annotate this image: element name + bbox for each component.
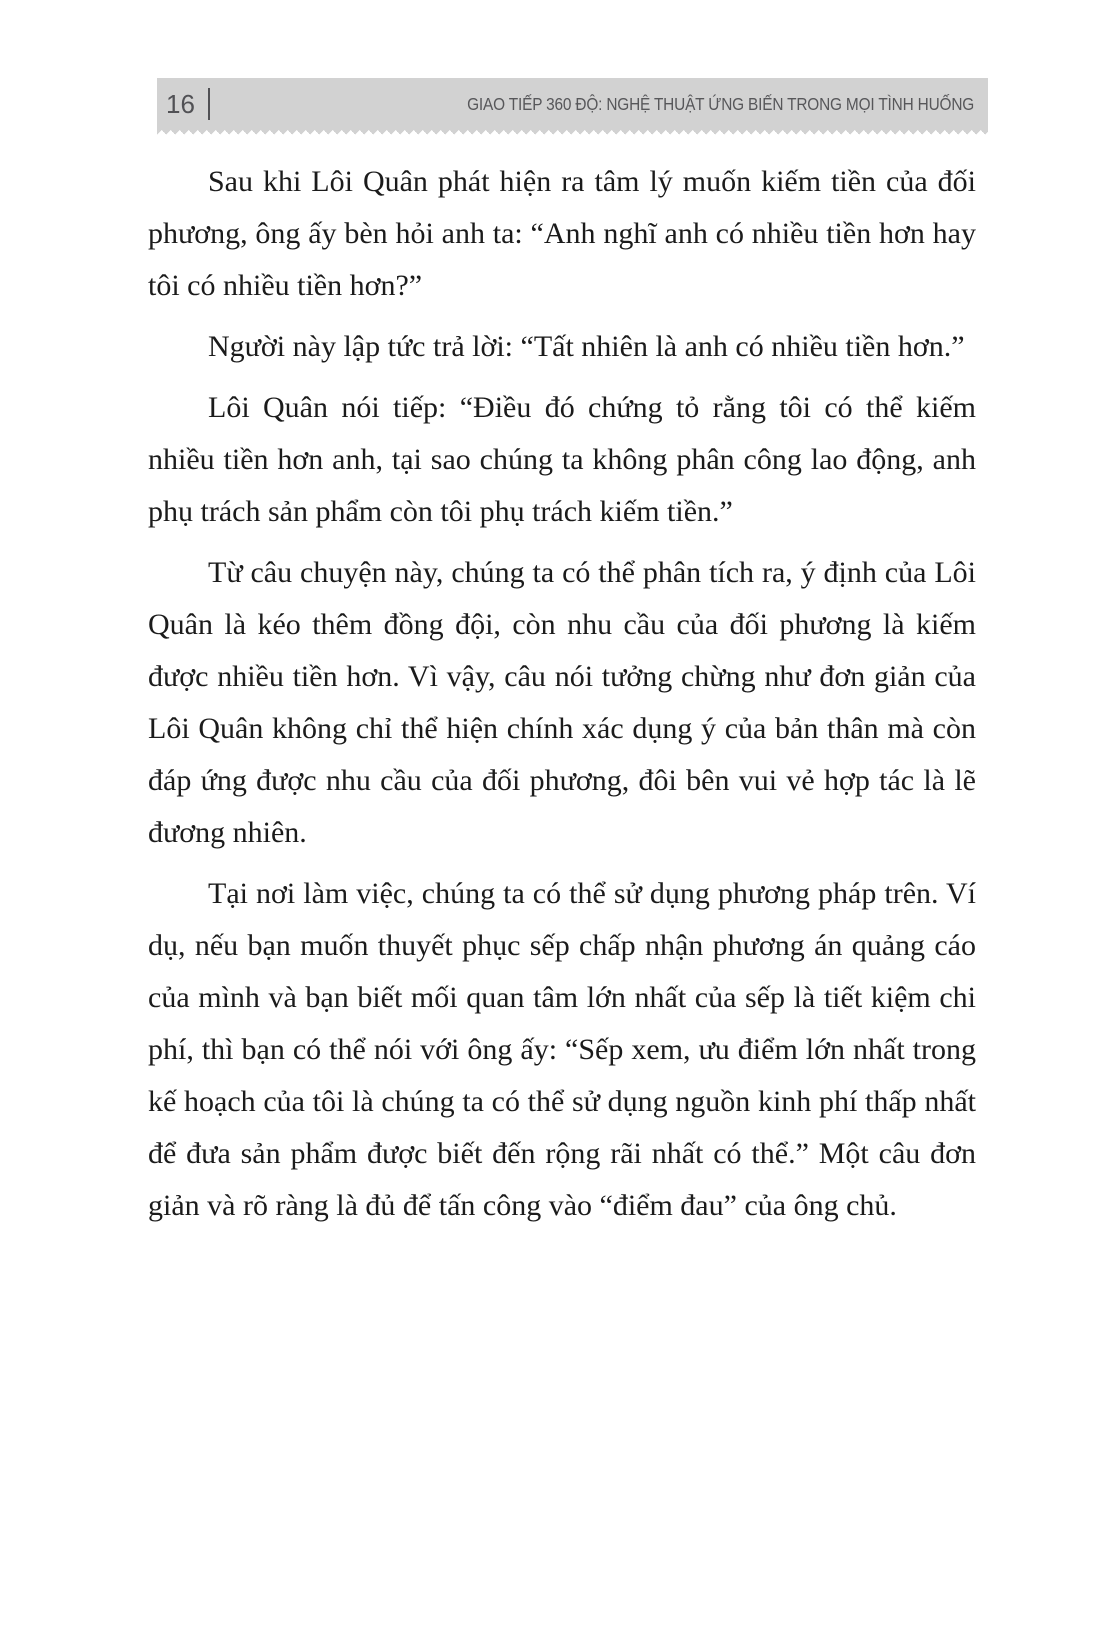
page-header bbox=[157, 78, 988, 137]
paragraph: Sau khi Lôi Quân phát hiện ra tâm lý muốn kiếm tiền của đối phương, ông ấy bèn hỏi anh ta: “Anh nghĩ anh có nhiều tiền hơn hay tôi có nhiều tiền hơn?” bbox=[148, 165, 976, 302]
paragraph: Tại nơi làm việc, chúng ta có thể sử dụng phương pháp trên. Ví dụ, nếu bạn muốn thuyết phục sếp chấp nhận phương án quảng cáo của mình và bạn biết mối quan tâm lớn nhất của sếp là tiết kiệm chi phí, thì bạn có thể nói với ông ấy: “Sếp xem, ưu điểm lớn nhất trong kế hoạch của tôi là chúng ta có thể sử dụng nguồn kinh phí thấp nhất để đưa sản phẩm được biết đến rộng rãi nhất có thể.” Một câu đơn giản và rõ ràng là đủ để tấn công vào “điểm đau” của ông chủ. bbox=[148, 877, 976, 1222]
running-title: GIAO TIẾP 360 ĐỘ: NGHỆ THUẬT ỨNG BIẾN TRONG MỌI TÌNH HUỐNG bbox=[467, 93, 974, 114]
header-bar bbox=[157, 78, 988, 130]
header-divider bbox=[208, 88, 210, 120]
paragraph: Lôi Quân nói tiếp: “Điều đó chứng tỏ rằng tôi có thể kiếm nhiều tiền hơn anh, tại sao chúng ta không phân công lao động, anh phụ trách sản phẩm còn tôi phụ trách kiếm tiền.” bbox=[148, 391, 976, 528]
perforated-edge bbox=[157, 130, 988, 137]
paragraph: Từ câu chuyện này, chúng ta có thể phân tích ra, ý định của Lôi Quân là kéo thêm đồng đội, còn nhu cầu của đối phương là kiếm được nhiều tiền hơn. Vì vậy, câu nói tưởng chừng như đơn giản của Lôi Quân không chỉ thể hiện chính xác dụng ý của bản thân mà còn đáp ứng được nhu cầu của đối phương, đôi bên vui vẻ hợp tác là lẽ đương nhiên. bbox=[148, 556, 976, 849]
paragraph: Người này lập tức trả lời: “Tất nhiên là anh có nhiều tiền hơn.” bbox=[208, 330, 965, 363]
page-body bbox=[148, 156, 976, 1241]
page-number: 16 bbox=[166, 89, 195, 119]
